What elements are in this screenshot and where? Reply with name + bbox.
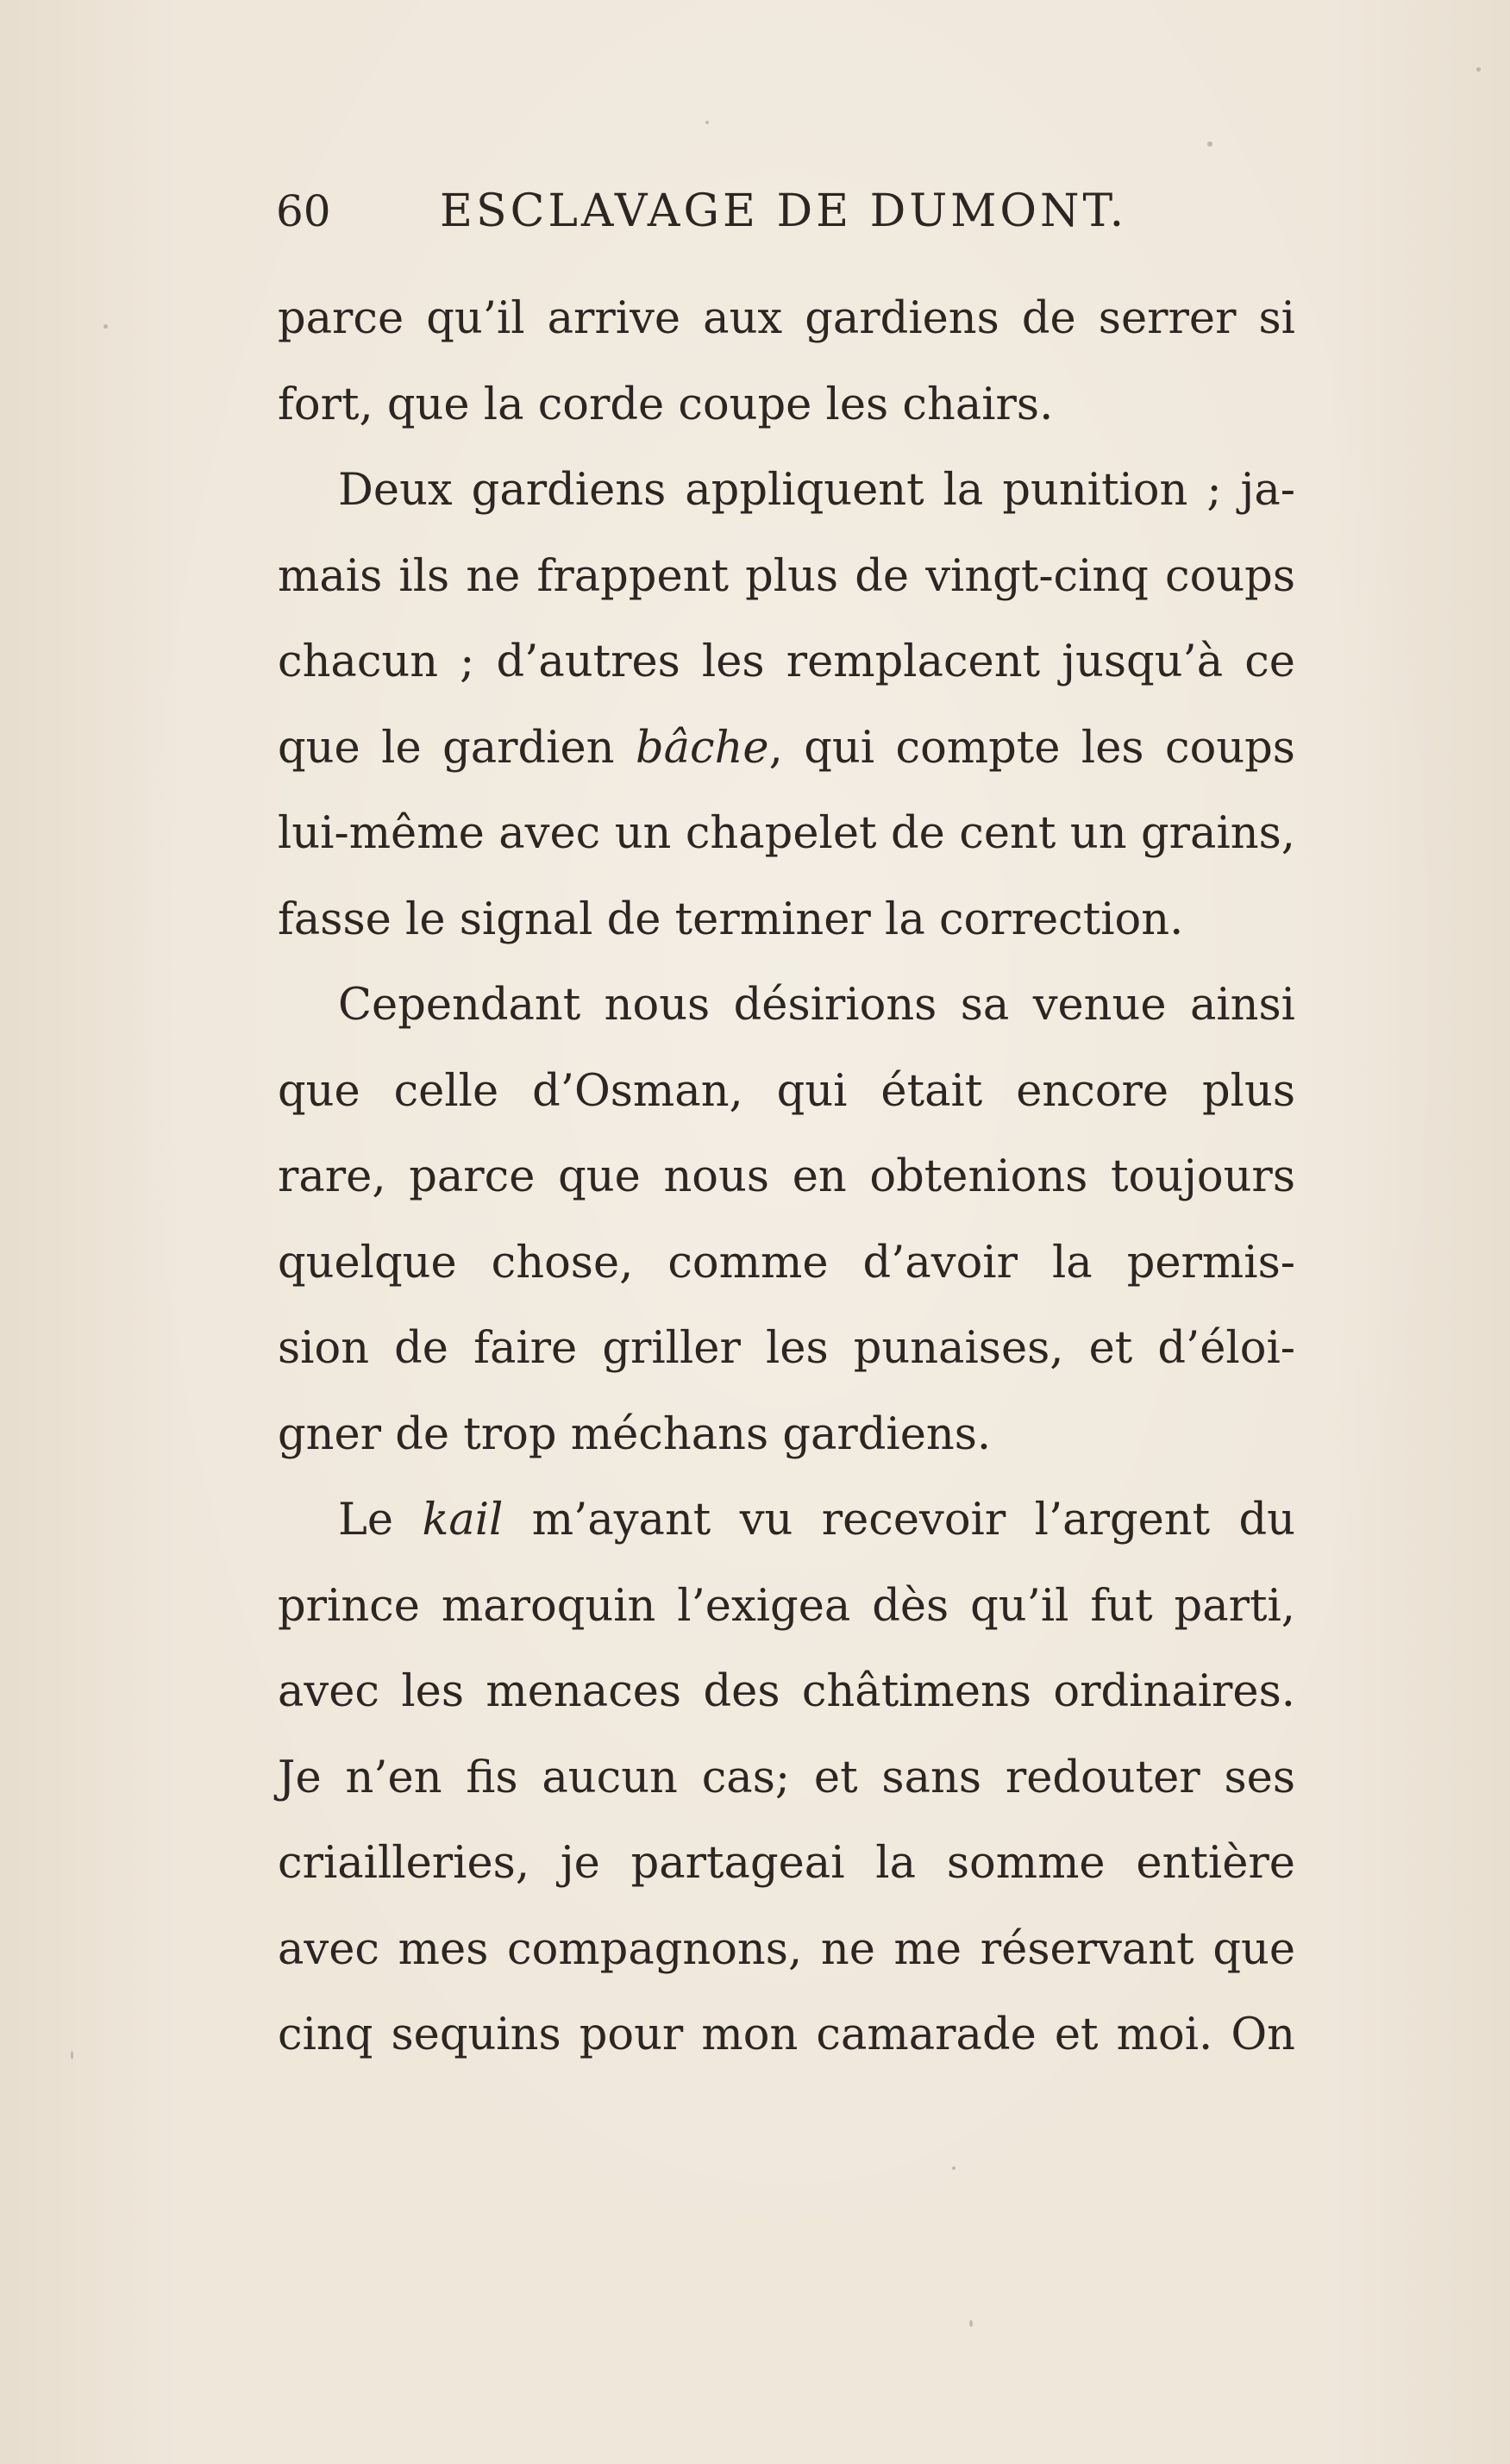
text-line: quelque chose, comme d’avoir la permis-	[278, 1237, 1295, 1288]
paper-speck	[705, 121, 709, 124]
text-line: fasse le signal de terminer la correction.	[278, 893, 1184, 945]
text-line: fort, que la corde coupe les chairs.	[278, 379, 1054, 430]
paper-speck	[71, 2051, 73, 2060]
paper-speck	[1207, 141, 1212, 147]
text-line: Je n’en fis aucun cas; et sans redouter ses	[278, 1752, 1295, 1803]
text-line: avec les menaces des châtimens ordinaires.	[278, 1666, 1295, 1717]
paper-speck	[103, 324, 108, 329]
text-segment: Le	[338, 1495, 423, 1545]
page-header	[276, 177, 1294, 246]
text-line: Deux gardiens appliquent la punition ; ja-	[338, 465, 1295, 516]
text-line: lui-même avec un chapelet de cent un grains,	[278, 808, 1295, 859]
text-line: gner de trop méchans gardiens.	[278, 1408, 992, 1460]
text-line: parce qu’il arrive aux gardiens de serrer si	[278, 293, 1295, 344]
text-line: rare, parce que nous en obtenions toujours	[278, 1151, 1295, 1202]
italic-word: kail	[422, 1495, 504, 1545]
text-line	[278, 705, 1295, 792]
text-segment: , qui compte les coups	[768, 722, 1295, 774]
text-segment: que le gardien	[278, 722, 636, 774]
paper-speck	[952, 2166, 955, 2170]
text-line: Cependant nous désirions sa venue ainsi	[338, 980, 1295, 1031]
text-line: mais ils ne frappent plus de vingt-cinq coups	[278, 550, 1295, 602]
text-line: sion de faire griller les punaises, et d’éloi-	[278, 1323, 1295, 1374]
text-line	[278, 1477, 1295, 1564]
page-number: 60	[276, 186, 331, 236]
text-line: cinq sequins pour mon camarade et moi. On	[278, 2009, 1295, 2060]
text-line: prince maroquin l’exigea dès qu’il fut parti,	[278, 1580, 1295, 1632]
text-segment: m’ayant vu recevoir l’argent du	[503, 1495, 1295, 1545]
paper-speck	[1476, 67, 1481, 72]
running-head: ESCLAVAGE DE DUMONT.	[440, 185, 1128, 237]
italic-word: bâche	[635, 722, 769, 774]
body-text	[278, 276, 1295, 2078]
paper-speck	[969, 2320, 973, 2327]
text-line: que celle d’Osman, qui était encore plus	[278, 1065, 1295, 1117]
text-line: chacun ; d’autres les remplacent jusqu’à ce	[278, 636, 1295, 687]
text-line: criailleries, je partageai la somme entière	[278, 1838, 1295, 1889]
text-line: avec mes compagnons, ne me réservant que	[278, 1923, 1295, 1975]
